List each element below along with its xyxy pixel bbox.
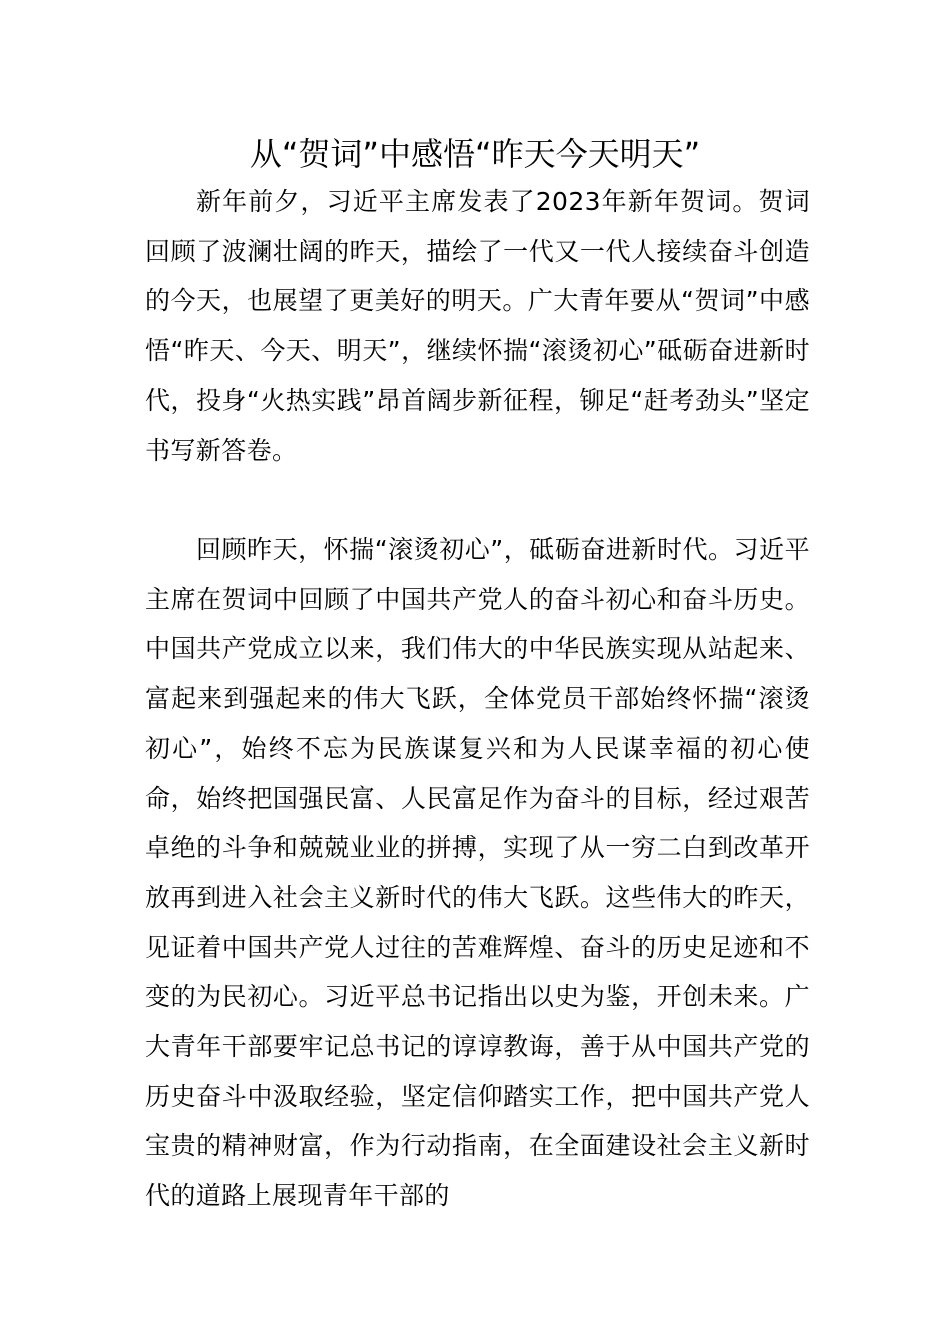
paragraph-1: 新年前夕，习近平主席发表了2023年新年贺词。贺词回顾了波澜壮阔的昨天，描绘了一代又一代人接续奋斗创造的今天，也展望了更美好的明天。广大青年要从“贺词”中感悟“昨天、今天、明天”，继续怀揣“滚烫初心”砥砺奋进新时代，投身“火热实践”昂首阔步新征程，铆足“赶考劲头”坚定书写新答卷。 <box>145 187 810 465</box>
document-title: 从“贺词”中感悟“昨天今天明天” <box>249 135 701 173</box>
paragraph-2: 回顾昨天，怀揣“滚烫初心”，砥砺奋进新时代。习近平主席在贺词中回顾了中国共产党人的奋斗初心和奋斗历史。中国共产党成立以来，我们伟大的中华民族实现从站起来、富起来到强起来的伟大飞跃，全体党员干部始终怀揣“滚烫初心”，始终不忘为民族谋复兴和为人民谋幸福的初心使命，始终把国强民富、人民富足作为奋斗的目标，经过艰苦卓绝的斗争和兢兢业业的拼搏，实现了从一穷二白到改革开放再到进入社会主义新时代的伟大飞跃。这些伟大的昨天，见证着中国共产党人过往的苦难辉煌、奋斗的历史足迹和不变的为民初心。习近平总书记指出以史为鉴，开创未来。广大青年干部要牢记总书记的谆谆教诲，善于从中国共产党的历史奋斗中汲取经验，坚定信仰踏实工作，把中国共产党人宝贵的精神财富，作为行动指南，在全面建设社会主义新时代的道路上展现青年干部的 <box>145 535 810 1211</box>
